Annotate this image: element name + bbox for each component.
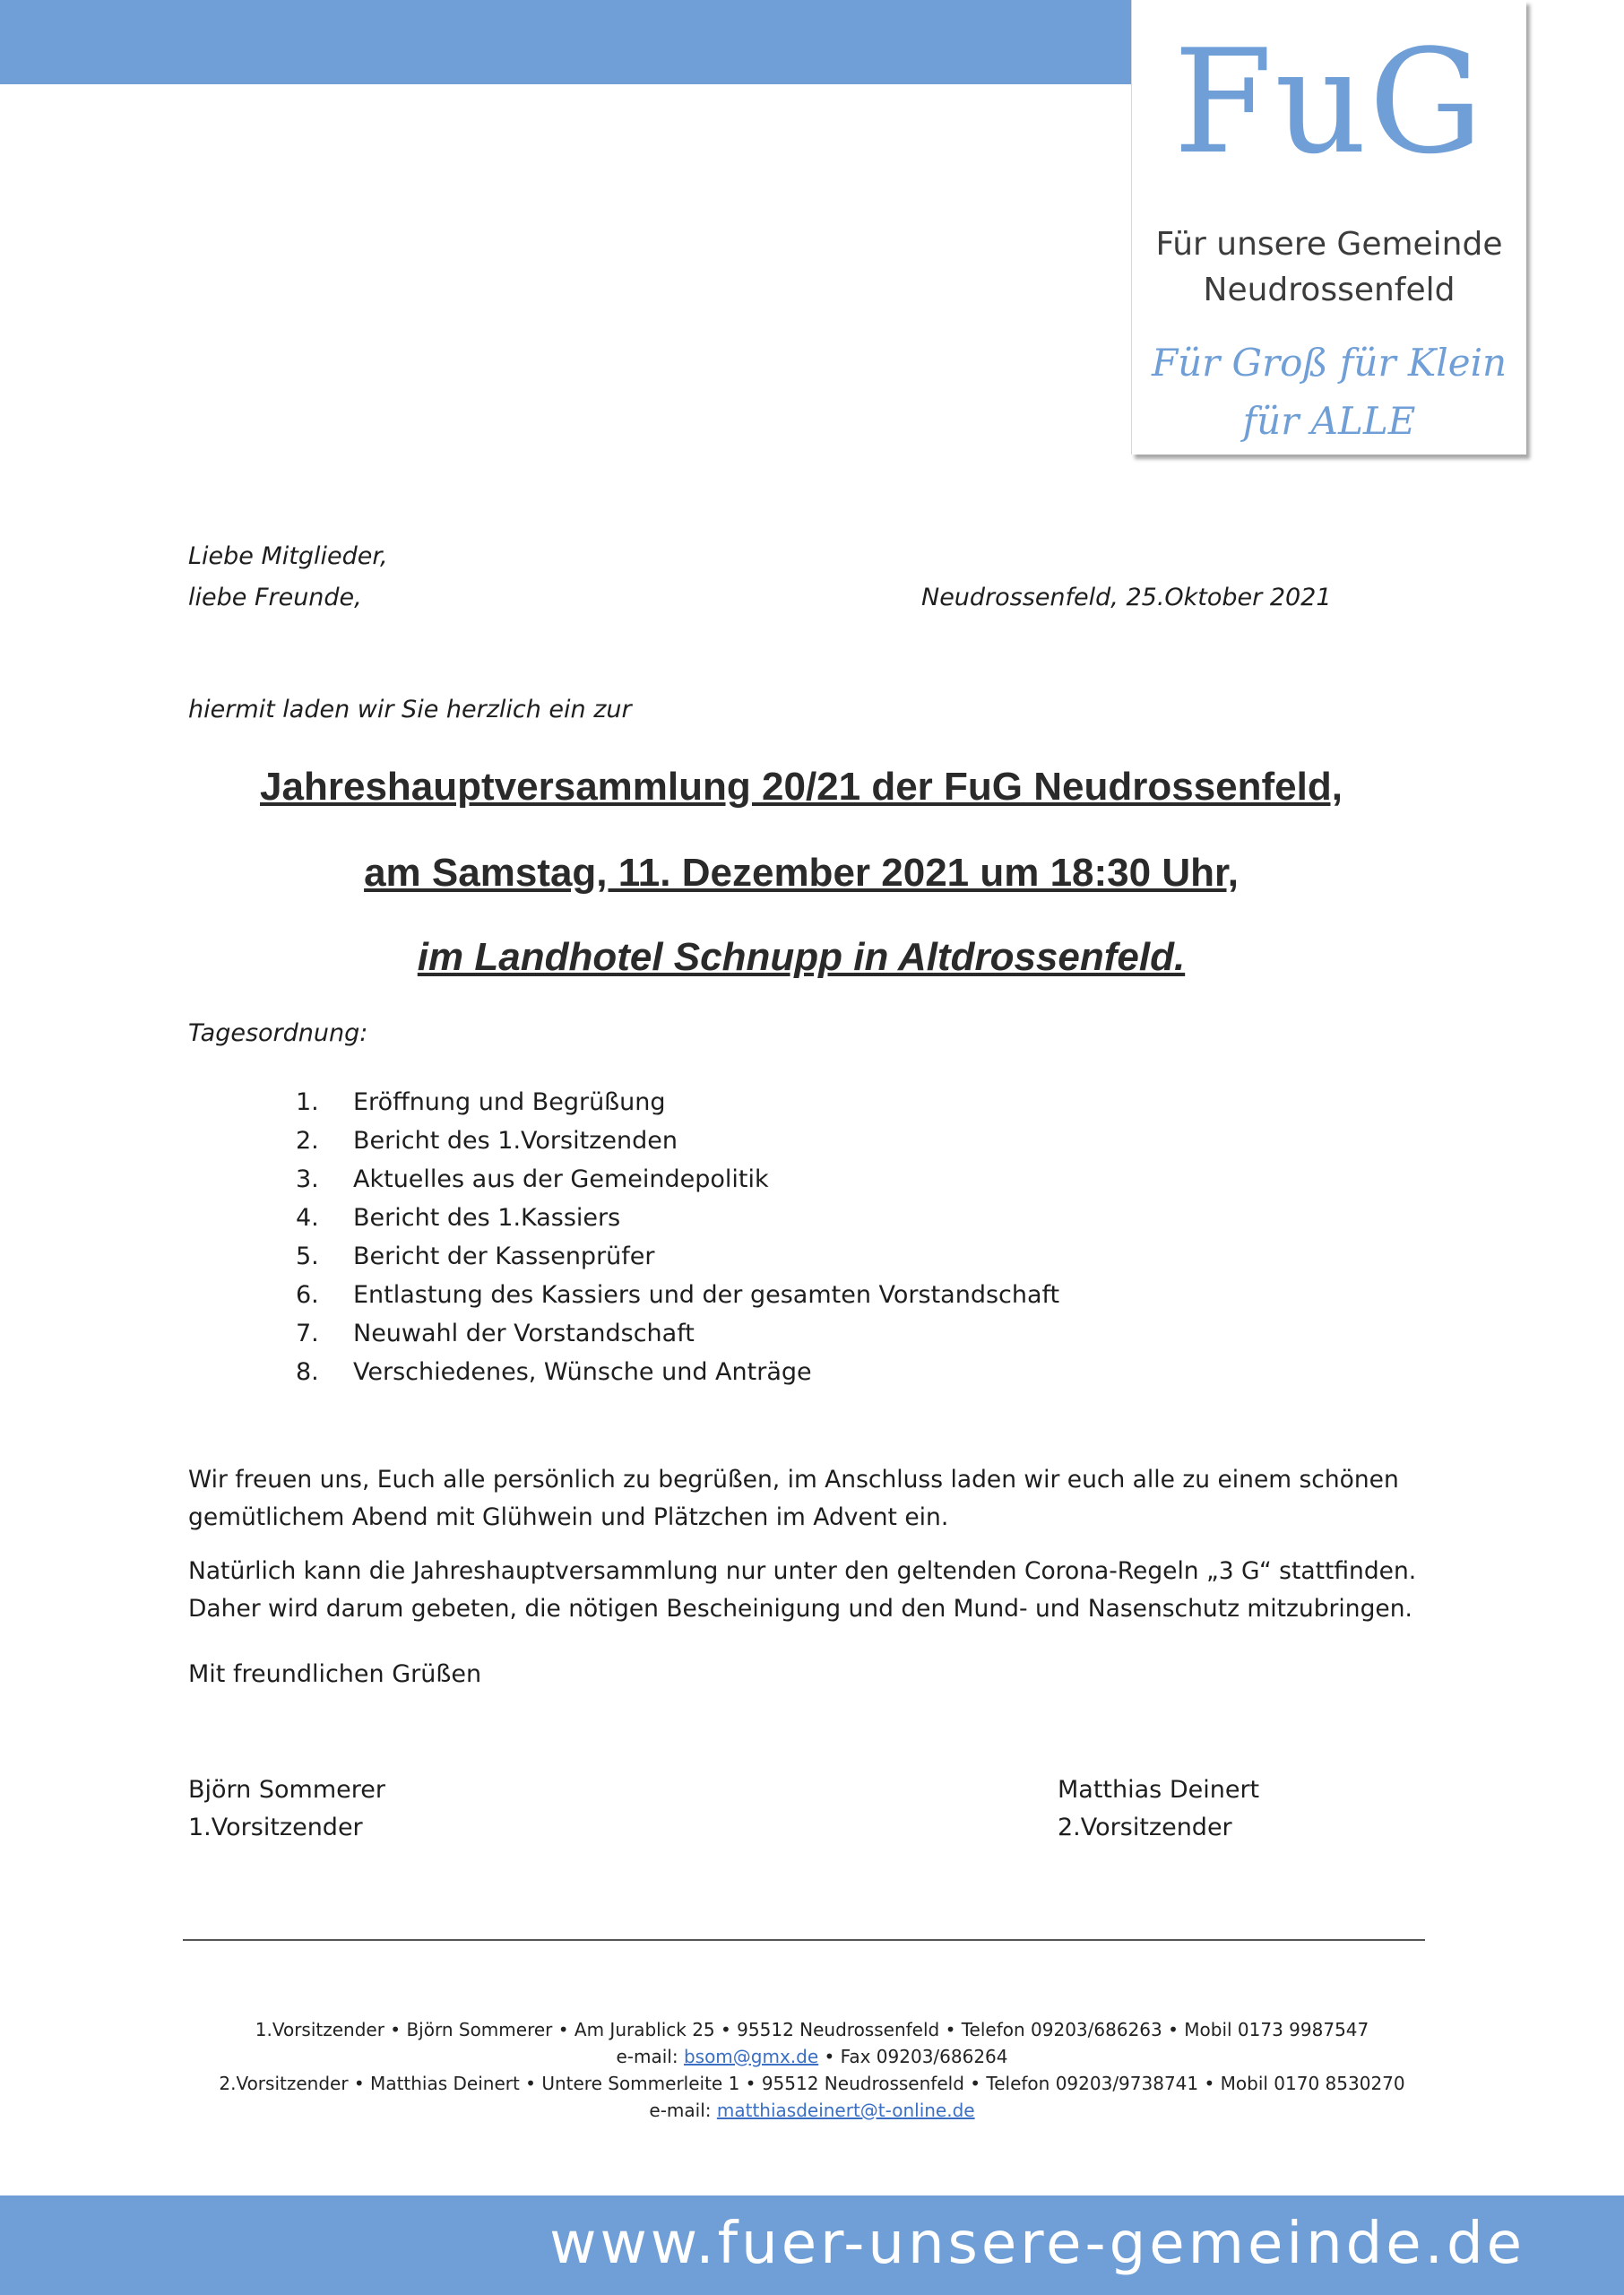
agenda-text: Bericht des 1.Vorsitzenden [353, 1127, 678, 1155]
agenda-text: Verschiedenes, Wünsche und Anträge [353, 1358, 812, 1386]
headline-location: im Landhotel Schnupp in Altdrossenfeld. [417, 935, 1186, 979]
agenda-text: Aktuelles aus der Gemeindepolitik [353, 1165, 769, 1193]
agenda-item [296, 1122, 1059, 1160]
email-link-2[interactable]: matthiasdeinert@t-online.de [716, 2100, 975, 2121]
footer-divider [183, 1939, 1425, 1941]
agenda-number: 1. [296, 1088, 319, 1116]
website-url: www.fuer-unsere-gemeinde.de [549, 2211, 1525, 2277]
email-link-1[interactable]: bsom@gmx.de [683, 2046, 819, 2067]
footer-email-label: e-mail: [649, 2100, 717, 2121]
agenda-text: Bericht des 1.Kassiers [353, 1204, 621, 1232]
signer-2-name: Matthias Deinert [1058, 1776, 1260, 1804]
header-band [0, 0, 1131, 84]
signer-1-role: 1.Vorsitzender [188, 1814, 363, 1841]
agenda-text: Entlastung des Kassiers und der gesamten Vorstandschaft [353, 1281, 1060, 1309]
agenda-number: 7. [296, 1320, 319, 1347]
closing-greeting: Mit freundlichen Grüßen [188, 1660, 482, 1688]
logo-slogan-2: für ALLE [1242, 399, 1416, 443]
agenda-item [296, 1276, 1059, 1314]
logo [1131, 0, 1526, 455]
agenda-label: Tagesordnung: [188, 1019, 368, 1047]
footer-band [0, 2195, 1624, 2295]
logo-slogan-1: Für Groß für Klein [1151, 341, 1507, 385]
agenda-list [296, 1083, 1059, 1391]
agenda-number: 2. [296, 1127, 319, 1155]
agenda-item [296, 1314, 1059, 1353]
agenda-text: Neuwahl der Vorstandschaft [353, 1320, 695, 1347]
footer-email-1 [0, 2043, 1624, 2070]
agenda-text: Bericht der Kassenprüfer [353, 1243, 655, 1270]
agenda-number: 6. [296, 1281, 319, 1309]
footer-contact-1: 1.Vorsitzender • Björn Sommerer • Am Jurablick 25 • 95512 Neudrossenfeld • Telefon 09203/686263 • Mobil 0173 9987547 [255, 2019, 1369, 2040]
salutation-line-1: Liebe Mitglieder, [188, 542, 388, 570]
agenda-item [296, 1083, 1059, 1122]
footer-email-2 [0, 2097, 1624, 2124]
agenda-number: 8. [296, 1358, 319, 1386]
footer-fax: • Fax 09203/686264 [818, 2046, 1008, 2067]
salutation-line-2: liebe Freunde, [188, 584, 362, 611]
agenda-item [296, 1199, 1059, 1237]
logo-line-1: Für unsere Gemeinde [1155, 226, 1503, 263]
invitation-intro: hiermit laden wir Sie herzlich ein zur [188, 696, 632, 723]
agenda-item [296, 1160, 1059, 1199]
agenda-text: Eröffnung und Begrüßung [353, 1088, 666, 1116]
footer-email-label: e-mail: [616, 2046, 684, 2067]
headline-date: am Samstag, 11. Dezember 2021 um 18:30 Uhr, [364, 851, 1239, 895]
agenda-number: 3. [296, 1165, 319, 1193]
footer-contact-2: 2.Vorsitzender • Matthias Deinert • Untere Sommerleite 1 • 95512 Neudrossenfeld • Telefon 09203/9738741 • Mobil 0170 8530270 [219, 2073, 1405, 2094]
agenda-number: 5. [296, 1243, 319, 1270]
agenda-number: 4. [296, 1204, 319, 1232]
headline-event: Jahreshauptversammlung 20/21 der FuG Neudrossenfeld, [260, 765, 1343, 809]
logo-mark: FuG [1173, 18, 1485, 186]
agenda-item [296, 1353, 1059, 1391]
letter-date: Neudrossenfeld, 25.Oktober 2021 [921, 584, 1332, 611]
body-paragraph-welcome: Wir freuen uns, Euch alle persönlich zu begrüßen, im Anschluss laden wir euch alle zu einem schönen gemütlichem Abend mit Glühwein und Plätzchen im Advent ein. [188, 1466, 1399, 1531]
agenda-item [296, 1237, 1059, 1276]
body-paragraph-corona: Natürlich kann die Jahreshauptversammlung nur unter den geltenden Corona-Regeln „3 G“ stattfinden. Daher wird darum gebeten, die nötigen Bescheinigung und den Mund- und Nasenschutz mitzubringen. [188, 1557, 1417, 1623]
signer-2-role: 2.Vorsitzender [1058, 1814, 1232, 1841]
signer-1-name: Björn Sommerer [188, 1776, 385, 1804]
logo-line-2: Neudrossenfeld [1203, 272, 1456, 308]
